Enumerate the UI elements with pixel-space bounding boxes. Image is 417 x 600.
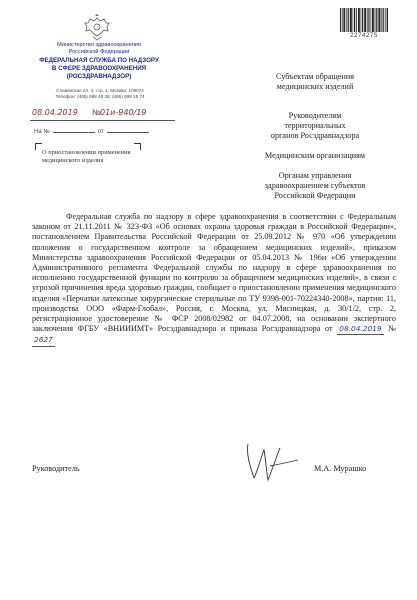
addressee-line: Субъектам обращения xyxy=(276,72,354,81)
addressee-line: медицинских изделий xyxy=(276,82,354,91)
registration-underline xyxy=(30,120,175,121)
reference-number-label: На № xyxy=(34,129,50,135)
ministry-name xyxy=(30,42,168,56)
reference-row xyxy=(34,129,152,135)
reference-date-blank xyxy=(107,131,149,133)
order-number: 2627 xyxy=(34,335,53,345)
addressee-line: Органам управления xyxy=(278,171,352,180)
addressee-block xyxy=(230,111,400,141)
barcode-number: 2274275 xyxy=(350,33,378,39)
signatory-role: Руководитель xyxy=(32,464,80,473)
addressee-line: Российской Федерации xyxy=(274,191,356,200)
service-address xyxy=(48,88,152,100)
reference-number-blank xyxy=(53,131,95,133)
service-line: (РОСЗДРАВНАДЗОР) xyxy=(66,73,132,80)
service-name xyxy=(28,57,170,81)
service-line: ФЕДЕРАЛЬНАЯ СЛУЖБА ПО НАДЗОРУ xyxy=(39,57,159,64)
subject-bracket-left xyxy=(35,143,42,150)
registration-date: 08.04.2019 xyxy=(32,108,78,117)
body-paragraph: Федеральная служба по надзору в сфере здравоохранения в соответствии с Федеральным законом от 21.11.2011 № 323-ФЗ «Об основах охраны здоровья граждан в Российской Федерации», постановлением Правительства Российской Федерации от 25.09.2012 № 970 «Об утверждении положения о государственном контроле за обращением медицинских изделий», приказом Министерства здравоохранения Российской Федерации от 05.04.2013 № 196н «Об утверждении Административного регламента Федеральной службы по надзору в сфере здравоохранения по исполнению государственной функции по контролю за обращением медицинских изделий», в связи с угрозой причинения вреда здоровью граждан, сообщает о приостановлении применения медицинского изделия «Перчатки латексные хирургические стерильные по ТУ 9398-001-70224340-2008», партия: 11, производства ООО «Фарм-Глобал», Россия, г. Москва, ул. Мясницкая, д. 30/1/2, стр. 2, регистрационное удостоверение № ФСР 2008/02982 от 04.07.2008, на основании экспертного заключения ФГБУ «ВНИИИМТ» Росздравнадзора и приказа Росздравнадзора от xyxy=(32,212,396,334)
addressee-line: Руководителям xyxy=(288,111,342,120)
addressee-line: территориальных xyxy=(284,121,346,130)
subject-line: О приостановлении применения xyxy=(42,149,131,156)
subject-line: медицинского изделия xyxy=(42,157,104,164)
ministry-line: Российской Федерации xyxy=(68,49,130,55)
signatory-name: М.А. Мурашко xyxy=(314,464,367,473)
ministry-line: Министерство здравоохранения xyxy=(57,42,141,48)
registration-number: 01и-940/19 xyxy=(100,108,147,117)
state-emblem-icon xyxy=(82,12,112,42)
handwritten-signature xyxy=(240,440,300,484)
addressee-line: Медицинским организациям xyxy=(264,151,366,160)
address-line: Телефон: (495) 698 45 38; (495) 698 15 74 xyxy=(55,94,145,99)
addressee-block xyxy=(230,72,400,92)
addressee-line: органов Росздравнадзора xyxy=(270,131,360,140)
addressee-block xyxy=(230,171,400,201)
reference-date-label: от xyxy=(97,129,104,135)
order-date-field xyxy=(337,324,383,335)
addressee-block xyxy=(230,151,400,161)
barcode-icon xyxy=(340,8,388,32)
document-subject xyxy=(42,149,152,165)
order-date: 08.04.2019 xyxy=(339,324,382,334)
address-line: Славянская пл. 4, стр. 1, Москва, 109074 xyxy=(56,88,144,93)
registration-number-sign: № xyxy=(92,108,101,117)
letter-body xyxy=(32,212,396,347)
service-line: В СФЕРЕ ЗДРАВООХРАНЕНИЯ xyxy=(51,65,147,72)
order-number-sign: № xyxy=(388,324,397,334)
addressee-line: здравоохранением субъектов xyxy=(264,181,366,190)
order-number-field xyxy=(32,335,55,346)
